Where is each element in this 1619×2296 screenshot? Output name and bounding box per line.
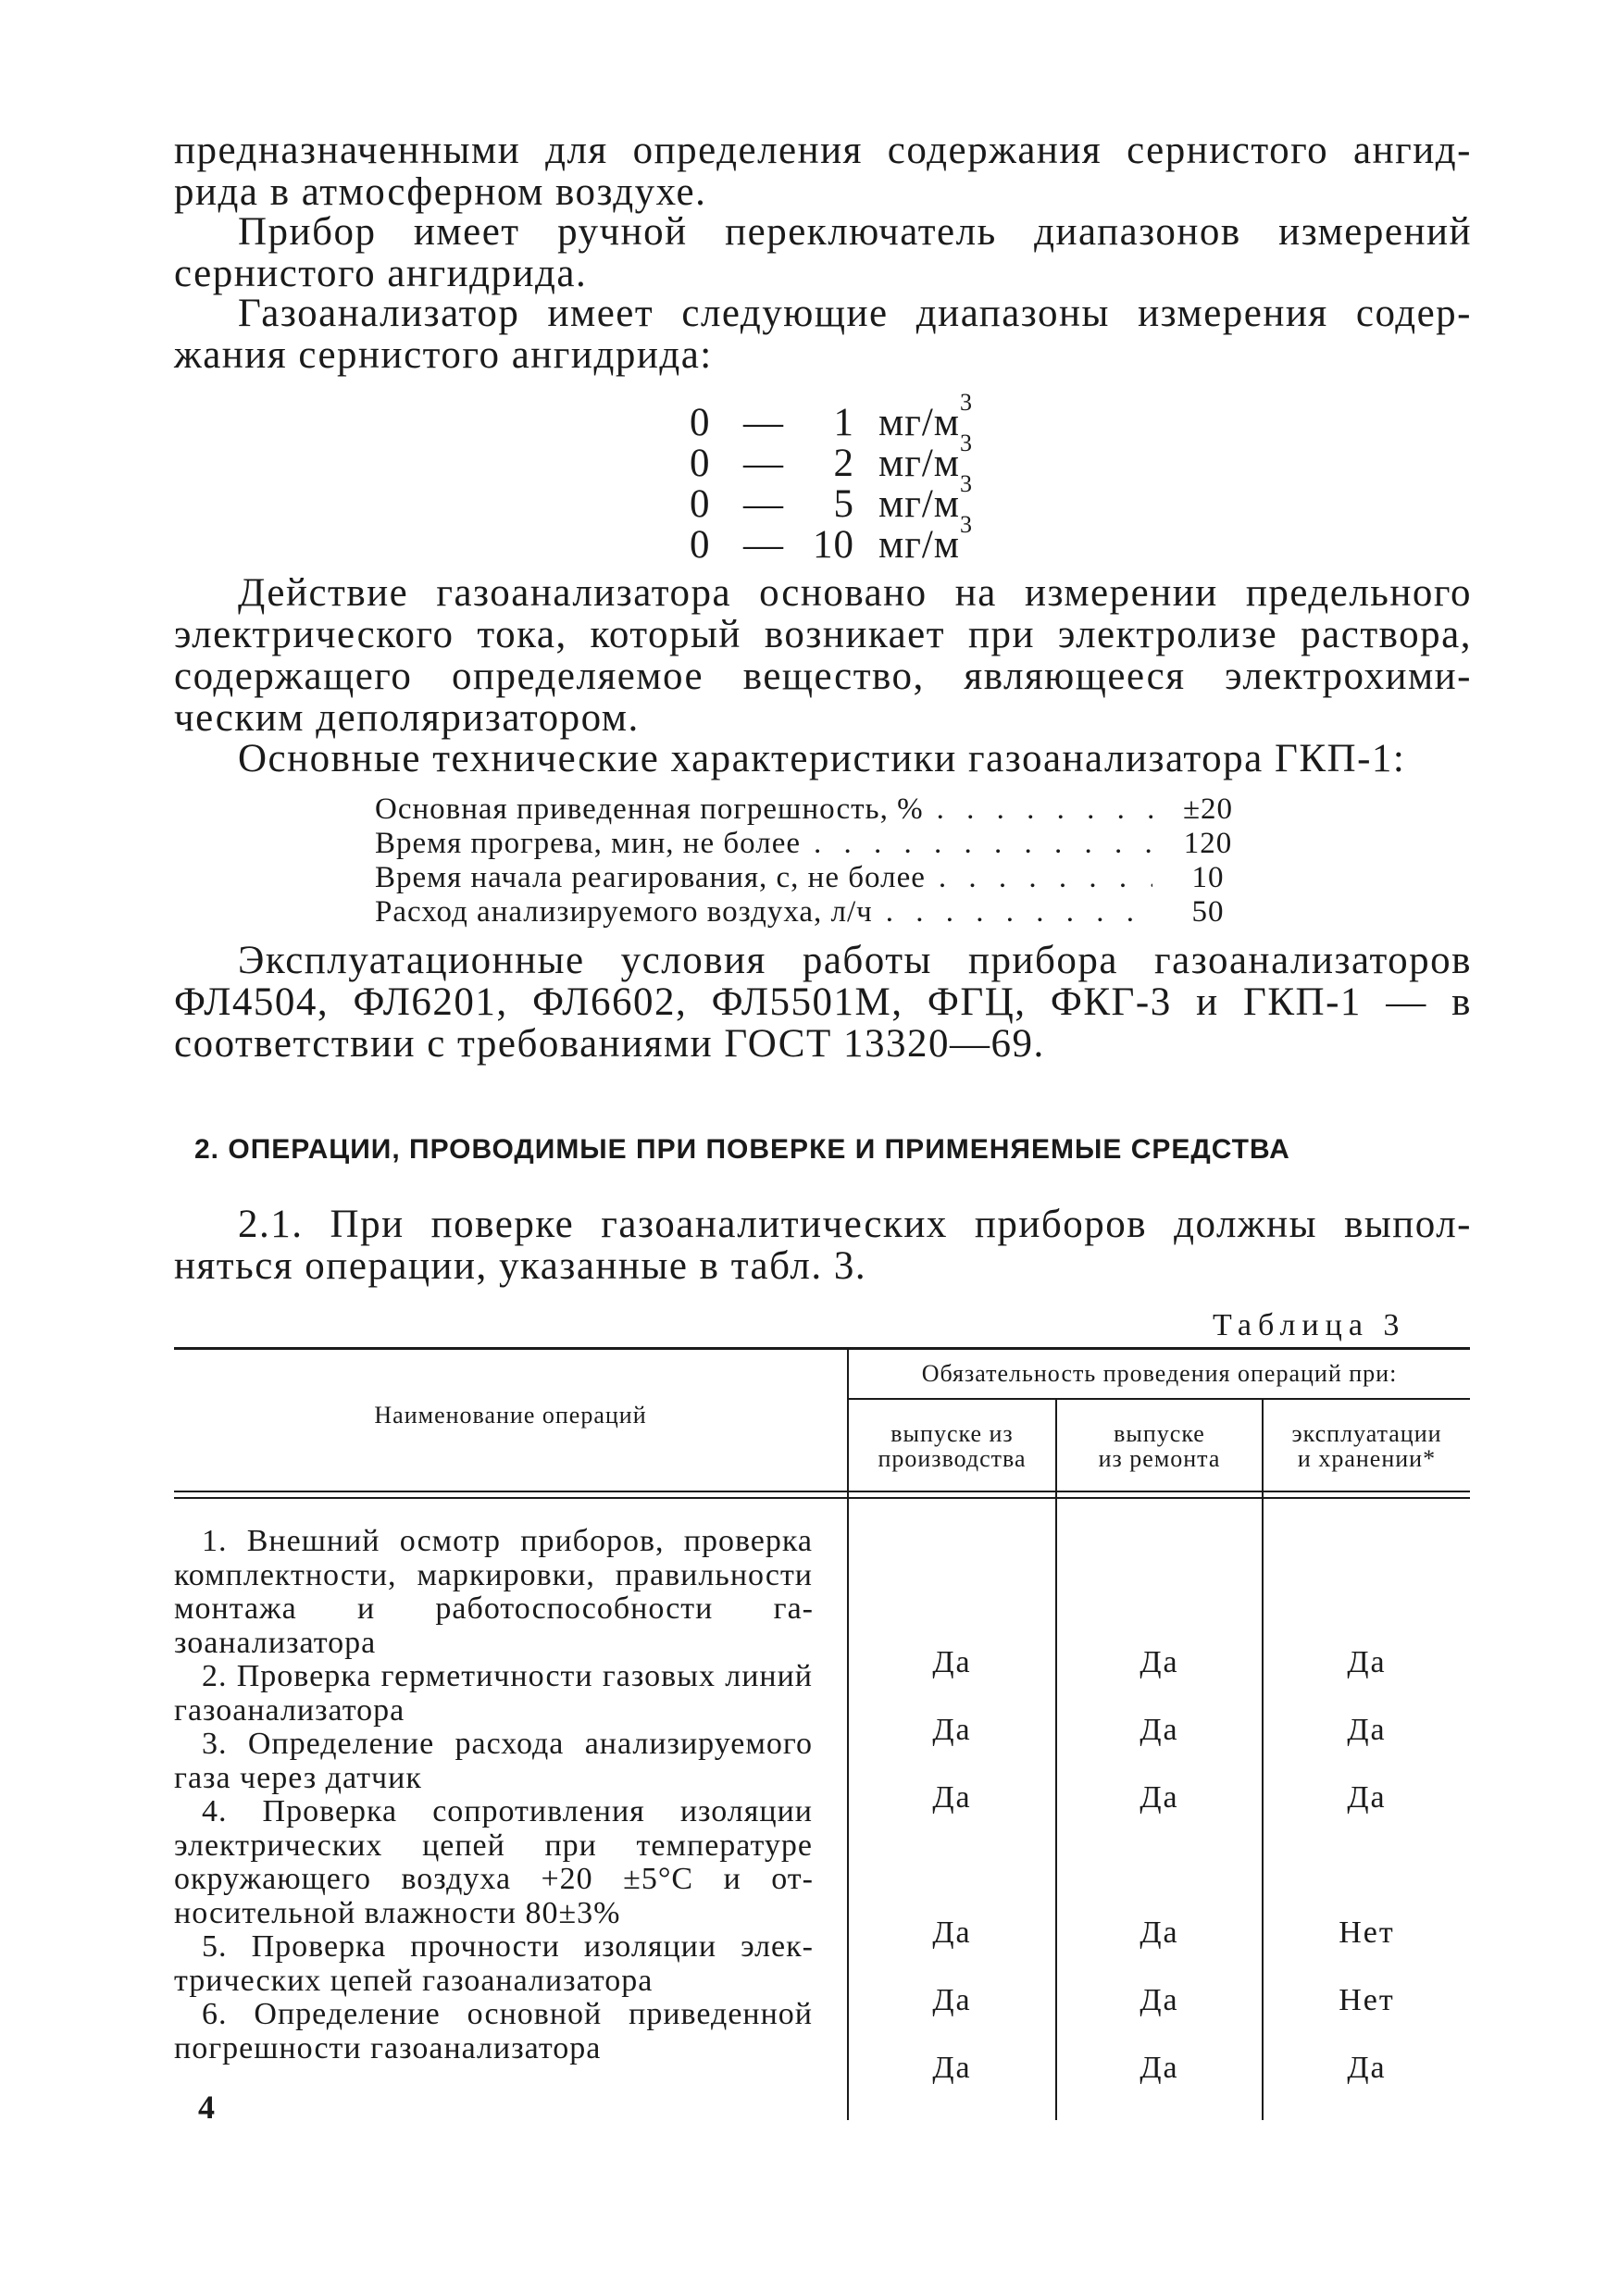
text-line: Эксплуатационные условия работы прибора газоанализаторов [238, 939, 1472, 982]
text-line: Основные технические характеристики газоанализатора ГКП-1: [238, 737, 1406, 780]
table-cell: Да [1347, 2051, 1387, 2085]
spec-value: 10 [1191, 861, 1225, 894]
range-item: 0 — 2 мг/м 3 [690, 430, 974, 485]
text-line: Прибор имеет ручной переключатель диапазонов измерений [238, 210, 1472, 254]
paragraph-conditions [174, 940, 1472, 1065]
range-item: 0 — 5 мг/м 3 [690, 470, 974, 526]
paragraph-specs-intro [174, 738, 1472, 780]
table-header-rule [174, 1491, 1470, 1492]
operations-table [174, 1347, 1470, 2120]
text-line: ческим деполяризатором. [174, 696, 640, 740]
spec-row [375, 792, 1264, 827]
spec-row [375, 895, 1264, 930]
paragraph-principle [174, 572, 1472, 739]
table-row-name: 4. Проверка сопротивления изоляции электрических цепей при температуре окружающего воздуха +20 ±5°С и относительной влажности 80±3% [174, 1794, 813, 1930]
table-cell: Да [932, 1780, 972, 1815]
spec-label: Основная приведенная погрешность, % . . . [375, 792, 1152, 827]
spec-value: 120 [1183, 827, 1233, 860]
text-line: Действие газоанализатора основано на измерении предельного [238, 571, 1472, 615]
range-item: 0 — 1 мг/м 3 [690, 389, 974, 444]
page-number: 4 [198, 2089, 215, 2126]
measurement-ranges [690, 389, 974, 567]
technical-specs [375, 792, 1264, 930]
paragraph-operations [174, 1204, 1472, 1287]
table-cell: Да [932, 1915, 972, 1950]
table-caption: Таблица 3 [1213, 1308, 1406, 1342]
spec-label: Время прогрева, мин, не более . . . [375, 827, 1152, 861]
header-col-operation: эксплуатации и хранении* [1291, 1420, 1442, 1472]
text-line: сернистого ангидрида. [174, 252, 588, 295]
table-cell: Да [1140, 1983, 1179, 2017]
table-row-name: 5. Проверка прочности изоляции электрических цепей газоанализатора [174, 1929, 813, 1998]
table-cell: Да [1347, 1645, 1387, 1679]
spec-row [375, 827, 1264, 861]
table-top-rule [174, 1347, 1470, 1350]
text-line: электрического тока, который возникает при электролизе раствора, [174, 613, 1472, 656]
text-line: содержащего определяемое вещество, являющееся электрохими- [174, 655, 1472, 698]
text-line: 2.1. При поверке газоаналитических приборов должны выпол- [238, 1203, 1472, 1246]
table-cell: Нет [1339, 1915, 1395, 1950]
spec-value: 50 [1191, 895, 1225, 929]
text-line: Газоанализатор имеет следующие диапазоны измерения содер- [238, 292, 1472, 335]
table-cell: Да [932, 1983, 972, 2017]
table-cell: Да [1347, 1713, 1387, 1747]
table-group-rule [847, 1398, 1470, 1400]
paragraph-ranges-intro [174, 293, 1472, 376]
paragraph-switch [174, 211, 1472, 294]
spec-label: Время начала реагирования, с, не более . . . [375, 861, 1152, 895]
table-cell: Да [932, 2051, 972, 2085]
table-cell: Да [932, 1645, 972, 1679]
table-cell: Да [1347, 1780, 1387, 1815]
spec-value: ±20 [1182, 792, 1234, 826]
table-header-rule [174, 1497, 1470, 1499]
table-cell: Да [932, 1713, 972, 1747]
table-row-name: 2. Проверка герметичности газовых линий газоанализатора [174, 1659, 813, 1728]
section-heading: 2. ОПЕРАЦИИ, ПРОВОДИМЫЕ ПРИ ПОВЕРКЕ И ПРИМЕНЯЕМЫЕ СРЕДСТВА [194, 1134, 1290, 1165]
text-line: рида в атмосферном воздухе. [174, 170, 707, 214]
table-cell: Да [1140, 1915, 1179, 1950]
text-line: соответствии с требованиями ГОСТ 13320—69. [174, 1022, 1045, 1066]
spec-label: Расход анализируемого воздуха, л/ч . . . [375, 895, 1152, 930]
table-row-name: 1. Внешний осмотр приборов, проверка комплектности, маркировки, правильности монтажа и работоспособности газоанализатора [174, 1524, 813, 1660]
table-cell: Да [1140, 2051, 1179, 2085]
range-item: 0 — 10 мг/м 3 [690, 511, 974, 567]
header-group: Обязательность проведения операций при: [921, 1360, 1398, 1387]
table-cell: Да [1140, 1645, 1179, 1679]
header-col-repair: выпуске из ремонта [1098, 1420, 1221, 1472]
header-col-production: выпуске из производства [878, 1420, 1027, 1472]
header-operation-name: Наименование операций [374, 1402, 647, 1429]
table-cell: Да [1140, 1780, 1179, 1815]
paragraph-intro [174, 130, 1472, 213]
text-line: ФЛ4504, ФЛ6201, ФЛ6602, ФЛ5501М, ФГЦ, ФКГ-3 и ГКП-1 — в [174, 980, 1472, 1024]
text-line: предназначенными для определения содержания сернистого ангид- [174, 129, 1472, 172]
table-row-name: 6. Определение основной приведенной погрешности газоанализатора [174, 1997, 813, 2065]
spec-row [375, 861, 1264, 895]
text-line: жания сернистого ангидрида: [174, 333, 713, 377]
text-line: няться операции, указанные в табл. 3. [174, 1244, 867, 1288]
table-row-name: 3. Определение расхода анализируемого газа через датчик [174, 1727, 813, 1795]
table-cell: Да [1140, 1713, 1179, 1747]
table-cell: Нет [1339, 1983, 1395, 2017]
